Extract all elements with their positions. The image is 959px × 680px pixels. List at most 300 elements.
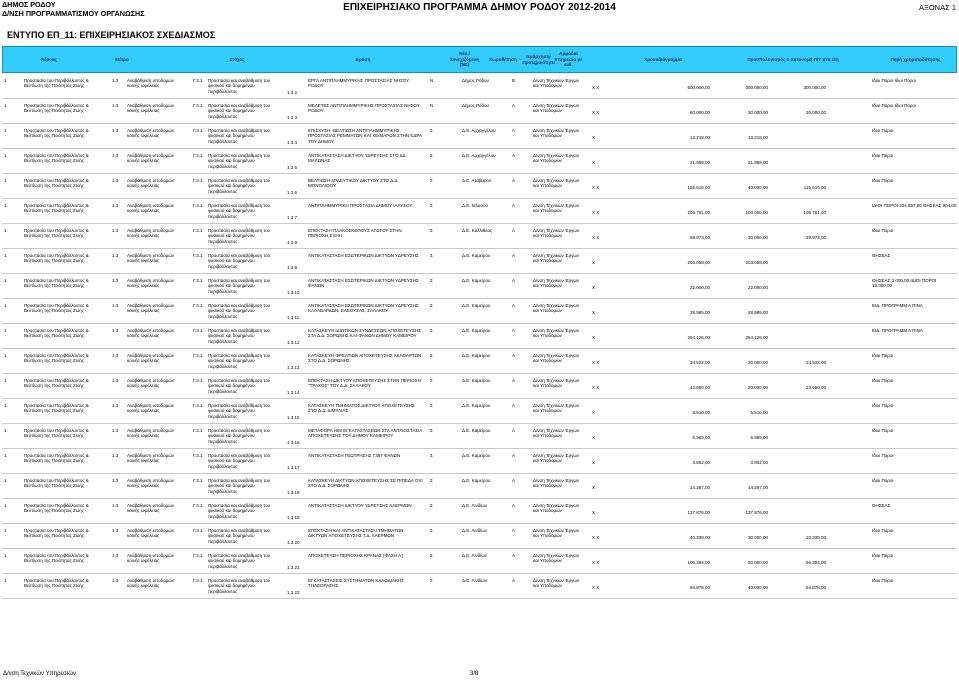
- cell-place: Δ.Ε. Καμείρου: [462, 403, 491, 408]
- cell-marks: Χ: [592, 260, 596, 265]
- cell-source: Ιδιοι Πόροι Ιδιοι Πόροι: [872, 103, 916, 108]
- table-row: [2, 251, 957, 274]
- table-row: [2, 326, 957, 349]
- cell-action: ΑΝΤΙΚΑΤΑΣΤΑΣΗ ΓΕΩΤΡΗΣΗΣ Γ357 ΦΑΝΩΝ: [308, 453, 401, 458]
- cell-action: ΒΕΛΤΙΩΣΗ ΑΡΔΕΥΤΙΚΟΥ ΔΙΚΤΥΟΥ ΣΤΟ Δ.Δ. ΜΟΝΟΛΙΘΟΥ: [308, 178, 399, 189]
- cell-action: ΕΠΙΣΧΥΣΗ -ΒΕΛΤΙΩΣΗ ΑΝΤΙΠΛΗΜΜΥΡΙΚΗΣ ΠΡΟΣΤΑΣΙΑΣ ΡΕΜΜΑΤΩΝ ΚΑΙ ΧΕΙΜΑΡΩΝ ΣΤΗΝ ΕΔΡΑ ΤΟΥ ΔΗΜΟΥ: [308, 128, 422, 144]
- cell-measure: Αναβάθμιση υποδομών κοινής ωφέλειας: [127, 403, 174, 414]
- table-row: [2, 426, 957, 449]
- cell-y1: 13.218,00: [747, 135, 768, 140]
- cell-axis: Προστασία του Περιβάλλοντος & Βελτίωση της Ποιότητας Ζωής: [24, 528, 89, 539]
- cell-marks: Χ: [592, 335, 596, 340]
- table-row: [2, 351, 957, 374]
- col-action: Δράση: [355, 56, 371, 62]
- cell-axis-no: 1: [4, 503, 7, 508]
- cell-source: Ιδιοι Πόροι: [872, 478, 894, 483]
- cell-code: 1.3.14: [287, 390, 300, 395]
- cell-place: Δ.Ε. Ιαλυσού: [462, 203, 488, 208]
- cell-y1: 264.126,00: [745, 335, 768, 340]
- cell-prio: Α: [512, 428, 516, 433]
- cell-service: Δ/νση Τεχνικών Έργων και Υποδομών: [533, 103, 580, 114]
- cell-measure: Αναβάθμιση υποδομών κοινής ωφέλειας: [127, 203, 174, 214]
- col-new-continuing: Νέα / Συνεχιζόμενη (ΝΣ): [449, 51, 480, 68]
- table-row: [2, 301, 957, 324]
- cell-measure-no: 1.3: [112, 478, 119, 483]
- cell-total: 203.058,00: [687, 260, 710, 265]
- cell-marks: Χ: [592, 460, 596, 465]
- cell-marks: Χ: [592, 285, 596, 290]
- cell-marks: Χ: [592, 310, 596, 315]
- cell-source: Ιδιοι Πόροι: [872, 428, 894, 433]
- cell-action: ΕΓΚΑΤΑΣΤΑΣΕΙΣ ΣΥΣΤΗΜΑΤΩΝ ΚΑΛΩΔΙΑΚΗΣ ΤΗΛΕΟΡΑΣΗΣ: [308, 578, 405, 589]
- cell-code: 1.3.7: [287, 215, 298, 220]
- cell-measure: Αναβάθμιση υποδομών κοινής ωφέλειας: [127, 153, 174, 164]
- cell-measure-no: 1.3: [112, 78, 119, 83]
- cell-prio: Α: [512, 328, 516, 333]
- col-budget: Προϋπολογισμός € Κατανομή Π/Υ στα έτη: [747, 56, 839, 62]
- cell-measure-no: 1.3: [112, 278, 119, 283]
- cell-service: Δ/νση Τεχνικών Έργων και Υποδομών: [533, 453, 580, 464]
- cell-total: 22.000,00: [689, 285, 710, 290]
- cell-measure: Αναβάθμιση υποδομών κοινής ωφέλειας: [127, 503, 174, 514]
- cell-y1: 20.000,00: [747, 385, 768, 390]
- table-row: [2, 101, 957, 124]
- cell-axis: Προστασία του Περιβάλλοντος & Βελτίωση της Ποιότητας Ζωής: [24, 128, 89, 139]
- cell-marks: Χ Χ: [592, 385, 600, 390]
- cell-measure-no: 1.3: [112, 328, 119, 333]
- cell-axis-no: 1: [4, 178, 7, 183]
- cell-source: ΕΙΔ. ΠΡΟΓΡΑΜΜ Α ΠΙΝΑ: [872, 328, 923, 333]
- cell-y2: 10.339,00: [805, 535, 826, 540]
- cell-marks: Χ: [592, 485, 596, 490]
- cell-measure-no: 1.3: [112, 528, 119, 533]
- cell-axis: Προστασία του Περιβάλλοντος & Βελτίωση της Ποιότητας Ζωής: [24, 278, 89, 289]
- cell-marks: Χ Χ: [592, 535, 600, 540]
- cell-measure: Αναβάθμιση υποδομών κοινής ωφέλειας: [127, 353, 174, 364]
- cell-code: 1.3.16: [287, 440, 300, 445]
- cell-place: Δήμος Ρόδου: [462, 78, 489, 83]
- cell-total: 43.650,00: [689, 385, 710, 390]
- cell-y2: 115.616,00: [803, 185, 826, 190]
- cell-measure: Αναβάθμιση υποδομών κοινής ωφέλειας: [127, 253, 174, 264]
- cell-axis-no: 1: [4, 153, 7, 158]
- cell-source: Ιδιοι Πόροι: [872, 578, 894, 583]
- cell-source: Ιδιοι Πόροι: [872, 228, 894, 233]
- cell-axis: Προστασία του Περιβάλλοντος & Βελτίωση της Ποιότητας Ζωής: [24, 78, 89, 89]
- cell-ns: Σ: [430, 353, 433, 358]
- axis-label: ΑΞΟΝΑΣ 1: [918, 3, 956, 12]
- cell-y1: 40.000,00: [747, 585, 768, 590]
- cell-measure-no: 1.3: [112, 503, 119, 508]
- cell-y1: 5.510,00: [750, 410, 768, 415]
- cell-axis: Προστασία του Περιβάλλοντος & Βελτίωση της Ποιότητας Ζωής: [24, 303, 89, 314]
- table-row: [2, 526, 957, 549]
- cell-prio: Α: [512, 478, 516, 483]
- cell-place: Δ.Ε. Καμείρου: [462, 253, 491, 258]
- cell-axis-no: 1: [4, 453, 7, 458]
- cell-ns: Σ: [430, 378, 433, 383]
- cell-marks: Χ Χ: [592, 185, 600, 190]
- cell-goal: Προστασία και αναβάθμιση του φυσικού και δομημένου περιβάλλοντος: [208, 528, 271, 544]
- table-row: [2, 551, 957, 574]
- cell-axis: Προστασία του Περιβάλλοντος & Βελτίωση της Ποιότητας Ζωής: [24, 453, 89, 464]
- cell-source: ΘΗΣΕΑΣ 3.000,00 ΙΔΙΟΙ ΠΟΡΟΙ 19.000,00: [872, 278, 937, 289]
- cell-goal: Προστασία και αναβάθμιση του φυσικού και δομημένου περιβάλλοντος: [208, 128, 271, 144]
- cell-source: Ιδιοι Πόροι: [872, 153, 894, 158]
- cell-axis-no: 1: [4, 103, 7, 108]
- cell-y2: 30.000,00: [805, 110, 826, 115]
- cell-ns: Σ: [430, 153, 433, 158]
- cell-axis-no: 1: [4, 553, 7, 558]
- cell-source: Ιδιοι Πόροι: [872, 528, 894, 533]
- col-source: Πηγή χρηματοδότησης: [890, 56, 941, 62]
- cell-ns: Σ: [430, 453, 433, 458]
- cell-prio: Α: [512, 528, 516, 533]
- cell-y1: 137.876,00: [745, 510, 768, 515]
- cell-place: Δ.Ε. Αταβύρου: [462, 178, 492, 183]
- cell-y2: 54.878,00: [805, 585, 826, 590]
- table-row: [2, 201, 957, 224]
- cell-measure-no: 1.3: [112, 403, 119, 408]
- cell-goal-no: Γ.3.1: [193, 503, 203, 508]
- cell-code: 1.3.8: [287, 240, 298, 245]
- cell-goal: Προστασία και αναβάθμιση του φυσικού και δομημένου περιβάλλοντος: [208, 353, 271, 369]
- cell-total: 106.394,00: [687, 560, 710, 565]
- cell-prio: Α: [512, 353, 516, 358]
- col-goal: Στόχος: [229, 56, 245, 62]
- cell-y1: 20.000,00: [747, 360, 768, 365]
- cell-axis: Προστασία του Περιβάλλοντος & Βελτίωση της Ποιότητας Ζωής: [24, 228, 89, 239]
- table-row: [2, 276, 957, 299]
- form-title: ΕΝΤΥΠΟ ΕΠ_11: ΕΠΙΧΕΙΡΗΣΙΑΚΟΣ ΣΧΕΔΙΑΣΜΟΣ: [7, 30, 216, 40]
- cell-service: Δ/νση Τεχνικών Έργων και Υποδομών: [533, 328, 580, 339]
- cell-service: Δ/νση Τεχνικών Έργων και Υποδομών: [533, 178, 580, 189]
- cell-action: ΚΑΤΑΣΚΕΥΗ ΔΙΚΤΥΩΝ ΑΠΟΧΕΤΕΥΣΗΣ ΣΕ ΠΙΠΕΔΑ ΟΧΙ ΣΤΟ Δ.Δ. ΣΟΡΩΝΗΣ: [308, 478, 423, 489]
- cell-action: ΚΑΤΑΣΚΕΥΗ ΤΜΗΜΑΤΟΣ ΔΙΚΤΥΟΥ ΑΠΟΧΕΤΕΥΣΗΣ ΣΤΟ Δ.Δ. ΔΙΜΥΛΙΑΣ: [308, 403, 415, 414]
- cell-measure: Αναβάθμιση υποδομών κοινής ωφέλειας: [127, 228, 174, 239]
- cell-y1: 28.985,00: [747, 310, 768, 315]
- cell-action: ΚΑΤΑΣΚΕΥΗ ΙΔΙΩΤΙΚΩΝ ΣΥΝΔΕΣΕΩΝ ΑΠΟΧΕΤΕΥΣΗΣ ΣΤΑ Δ.Δ. ΣΟΡΩΝΗΣ ΚΑΙ ΦΑΝΩΝ ΔΗΜΟΥ ΚΑΜΕΙΡΟΥ: [308, 328, 421, 339]
- cell-service: Δ/νση Τεχνικών Έργων και Υποδομών: [533, 503, 580, 514]
- cell-measure-no: 1.3: [112, 578, 119, 583]
- cell-goal: Προστασία και αναβάθμιση του φυσικού και δομημένου περιβάλλοντος: [208, 503, 271, 519]
- cell-place: Δ.Ε. Καμείρου: [462, 303, 491, 308]
- cell-action: ΕΠΕΚΤΑΣΗ ΚΑΙ ΑΝΤΙΚΑΤΑΣΤΑΣΗ ΤΜΗΜΑΤΩΝ ΔΙΚΤΥΩΝ ΑΠΟΧΕΤΕΥΣΗΣ Τ.Δ. ΛΑΕΡΜΩΝ: [308, 528, 404, 539]
- cell-service: Δ/νση Τεχνικών Έργων και Υποδομών: [533, 578, 580, 589]
- cell-axis-no: 1: [4, 378, 7, 383]
- cell-ns: Σ: [430, 303, 433, 308]
- cell-ns: Ν: [430, 78, 434, 83]
- cell-y1: 30.000,00: [747, 235, 768, 240]
- cell-y1: 14.287,00: [747, 485, 768, 490]
- cell-action: ΚΑΤΑΣΚΕΥΗ ΦΡΕΑΤΙΩΝ ΑΠΟΧΕΤΕΥΣΗΣ ΑΚΑΘΑΡΤΩΝ ΣΤΟ Δ.Δ. ΣΟΡΩΝΗΣ: [308, 353, 422, 364]
- table-row: [2, 501, 957, 524]
- cell-measure-no: 1.3: [112, 203, 119, 208]
- cell-prio: Α: [512, 453, 516, 458]
- cell-axis: Προστασία του Περιβάλλοντος & Βελτίωση της Ποιότητας Ζωής: [24, 353, 89, 364]
- cell-total: 40.339,00: [689, 535, 710, 540]
- cell-measure: Αναβάθμιση υποδομών κοινής ωφέλειας: [127, 378, 174, 389]
- table-row: [2, 476, 957, 499]
- cell-ns: Σ: [430, 228, 433, 233]
- cell-action: ΕΠΕΚΤΑΣΗ ΔΙΚΤΥΟΥ ΑΠΟΧΕΤΕΥΣΗΣ ΣΤΗΝ ΠΕΡΙΟΧΗ "ΤΡΑΧΟΣ" ΤΟΥ Δ.Δ. ΣΑΛΑΚΟΥ: [308, 378, 421, 389]
- cell-prio: Α: [512, 103, 516, 108]
- cell-total: 6.969,00: [692, 435, 710, 440]
- cell-service: Δ/νση Τεχνικών Έργων και Υποδομών: [533, 278, 580, 289]
- cell-marks: Χ: [592, 510, 596, 515]
- cell-measure: Αναβάθμιση υποδομών κοινής ωφέλειας: [127, 278, 174, 289]
- cell-goal-no: Γ.3.1: [193, 453, 203, 458]
- table-row: [2, 576, 957, 599]
- cell-goal-no: Γ.3.1: [193, 228, 203, 233]
- cell-goal-no: Γ.3.1: [193, 253, 203, 258]
- cell-ns: Σ: [430, 478, 433, 483]
- cell-axis: Προστασία του Περιβάλλοντος & Βελτίωση της Ποιότητας Ζωής: [24, 153, 89, 164]
- cell-code: 1.3.17: [287, 465, 300, 470]
- cell-goal: Προστασία και αναβάθμιση του φυσικού και δομημένου περιβάλλοντος: [208, 303, 271, 319]
- cell-service: Δ/νση Τεχνικών Έργων και Υποδομών: [533, 203, 580, 214]
- cell-source: Ιδιοι Πόροι: [872, 128, 894, 133]
- cell-axis-no: 1: [4, 253, 7, 258]
- cell-ns: Σ: [430, 403, 433, 408]
- cell-measure-no: 1.3: [112, 103, 119, 108]
- cell-place: Δ.Ε. Καμείρου: [462, 378, 491, 383]
- cell-y1: 30.000,00: [747, 110, 768, 115]
- col-axis: Άξονας: [41, 56, 57, 62]
- cell-action: ΑΠΟΧΕΤΕΥΣΗ ΠΕΡΙΟΧΗΣ ΚΡΑΝΑΣ (ΦΑΣΗ Α'): [308, 553, 404, 558]
- cell-goal: Προστασία και αναβάθμιση του φυσικού και δομημένου περιβάλλοντος: [208, 253, 271, 269]
- cell-place: Δ.Ε. Καλλιθέας: [462, 228, 493, 233]
- cell-goal-no: Γ.3.1: [193, 353, 203, 358]
- cell-measure-no: 1.3: [112, 453, 119, 458]
- cell-source: Ιδιοι Πόροι: [872, 378, 894, 383]
- cell-marks: Χ: [592, 135, 596, 140]
- cell-y2: 56.394,00: [805, 560, 826, 565]
- cell-marks: Χ: [592, 435, 596, 440]
- cell-goal: Προστασία και αναβάθμιση του φυσικού και δομημένου περιβάλλοντος: [208, 378, 271, 394]
- cell-axis-no: 1: [4, 353, 7, 358]
- cell-y1: 22.000,00: [747, 285, 768, 290]
- cell-service: Δ/νση Τεχνικών Έργων και Υποδομών: [533, 553, 580, 564]
- cell-y1: 300.000,00: [745, 85, 768, 90]
- cell-total: 137.876,00: [687, 510, 710, 515]
- cell-service: Δ/νση Τεχνικών Έργων και Υποδομών: [533, 403, 580, 414]
- col-schedule: Χρονοδιάγραμμα: [644, 56, 682, 62]
- cell-goal: Προστασία και αναβάθμιση του φυσικού και δομημένου περιβάλλοντος: [208, 403, 271, 419]
- cell-goal: Προστασία και αναβάθμιση του φυσικού και δομημένου περιβάλλοντος: [208, 453, 271, 469]
- cell-y2: 14.522,00: [805, 360, 826, 365]
- cell-y1: 50.000,00: [747, 560, 768, 565]
- cell-marks: Χ Χ: [592, 560, 600, 565]
- cell-ns: Σ: [430, 578, 433, 583]
- cell-service: Δ/νση Τεχνικών Έργων και Υποδομών: [533, 253, 580, 264]
- cell-ns: Σ: [430, 528, 433, 533]
- cell-goal-no: Γ.3.1: [193, 478, 203, 483]
- cell-code: 1.3.10: [287, 290, 300, 295]
- cell-measure-no: 1.3: [112, 378, 119, 383]
- table-row: [2, 76, 957, 99]
- cell-code: 1.3.22: [287, 590, 300, 595]
- cell-marks: Χ: [592, 160, 596, 165]
- cell-axis: Προστασία του Περιβάλλοντος & Βελτίωση της Ποιότητας Ζωής: [24, 178, 89, 189]
- cell-goal: Προστασία και αναβάθμιση του φυσικού και δομημένου περιβάλλοντος: [208, 103, 271, 119]
- cell-prio: Α: [512, 403, 516, 408]
- cell-axis-no: 1: [4, 403, 7, 408]
- page-header: [0, 0, 959, 28]
- cell-marks: Χ Χ: [592, 235, 600, 240]
- cell-service: Δ/νση Τεχνικών Έργων και Υποδομών: [533, 228, 580, 239]
- cell-prio: Β: [512, 78, 516, 83]
- cell-measure: Αναβάθμιση υποδομών κοινής ωφέλειας: [127, 178, 174, 189]
- cell-ns: Σ: [430, 178, 433, 183]
- cell-marks: Χ: [592, 410, 596, 415]
- cell-y1: 3.802,00: [750, 460, 768, 465]
- cell-y1: 6.969,00: [750, 435, 768, 440]
- cell-axis-no: 1: [4, 578, 7, 583]
- cell-goal: Προστασία και αναβάθμιση του φυσικού και δομημένου περιβάλλοντος: [208, 153, 271, 169]
- cell-goal: Προστασία και αναβάθμιση του φυσικού και δομημένου περιβάλλοντος: [208, 228, 271, 244]
- cell-axis: Προστασία του Περιβάλλοντος & Βελτίωση της Ποιότητας Ζωής: [24, 553, 89, 564]
- cell-goal: Προστασία και αναβάθμιση του φυσικού και δομημένου περιβάλλοντος: [208, 178, 271, 194]
- cell-source: ΙΔΙΟΙ ΠΟΡΟΙ 204.857,00 ΘΗΣΕΑΣ 904,00: [872, 203, 957, 208]
- cell-y1: 40.000,00: [747, 185, 768, 190]
- cell-code: 1.3.2: [287, 90, 298, 95]
- cell-goal-no: Γ.3.1: [193, 278, 203, 283]
- cell-service: Δ/νση Τεχνικών Έργων και Υποδομών: [533, 128, 580, 139]
- cell-goal: Προστασία και αναβάθμιση του φυσικού και δομημένου περιβάλλοντος: [208, 578, 271, 594]
- cell-source: Ιδιοι Πόροι: [872, 403, 894, 408]
- cell-axis: Προστασία του Περιβάλλοντος & Βελτίωση της Ποιότητας Ζωής: [24, 503, 89, 514]
- cell-goal-no: Γ.3.1: [193, 328, 203, 333]
- cell-code: 1.3.3: [287, 115, 298, 120]
- cell-measure: Αναβάθμιση υποδομών κοινής ωφέλειας: [127, 553, 174, 564]
- cell-source: ΘΗΣΕΑΣ: [872, 253, 891, 258]
- cell-measure-no: 1.3: [112, 228, 119, 233]
- cell-y1: 203.058,00: [745, 260, 768, 265]
- cell-prio: Α: [512, 378, 516, 383]
- cell-y1: 30.000,00: [747, 535, 768, 540]
- cell-source: Ιδιοι Πόροι: [872, 553, 894, 558]
- cell-total: 13.218,00: [689, 135, 710, 140]
- cell-y2: 23.650,00: [805, 385, 826, 390]
- cell-total: 34.522,00: [689, 360, 710, 365]
- cell-axis: Προστασία του Περιβάλλοντος & Βελτίωση της Ποιότητας Ζωής: [24, 253, 89, 264]
- page-number: 3/8: [470, 671, 479, 677]
- cell-measure: Αναβάθμιση υποδομών κοινής ωφέλειας: [127, 428, 174, 439]
- cell-total: 264.126,00: [687, 335, 710, 340]
- cell-axis-no: 1: [4, 328, 7, 333]
- cell-marks: Χ Χ: [592, 85, 600, 90]
- cell-total: 5.510,00: [692, 410, 710, 415]
- cell-total: 21.959,00: [689, 160, 710, 165]
- cell-goal-no: Γ.3.1: [193, 428, 203, 433]
- cell-y2: 105.761,00: [803, 210, 826, 215]
- cell-measure: Αναβάθμιση υποδομών κοινής ωφέλειας: [127, 478, 174, 489]
- table-row: [2, 376, 957, 399]
- cell-total: 155.616,00: [687, 185, 710, 190]
- table-header: [2, 46, 957, 73]
- cell-ns: Σ: [430, 328, 433, 333]
- col-service: Αρμόδια Υπηρεσία με ευθ.: [554, 51, 583, 68]
- cell-marks: Χ Χ: [592, 585, 600, 590]
- cell-action: ΕΡΓΑ ΑΝΤΙΠΛΗΜΜΥΡΙΚΗΣ ΠΡΟΣΤΑΣΙΑΣ ΝΗΣΟΥ ΡΟΔΟΥ: [308, 78, 410, 89]
- cell-code: 1.3.13: [287, 365, 300, 370]
- cell-marks: Χ Χ: [592, 210, 600, 215]
- cell-code: 1.3.21: [287, 565, 300, 570]
- cell-source: Ιδιοι Πόροι: [872, 453, 894, 458]
- cell-axis: Προστασία του Περιβάλλοντος & Βελτίωση της Ποιότητας Ζωής: [24, 403, 89, 414]
- cell-axis-no: 1: [4, 78, 7, 83]
- cell-code: 1.3.5: [287, 165, 298, 170]
- cell-axis: Προστασία του Περιβάλλοντος & Βελτίωση της Ποιότητας Ζωής: [24, 478, 89, 489]
- cell-place: Δ.Ε. Αρχαγγέλου: [462, 153, 496, 158]
- cell-y1: 100.000,00: [745, 210, 768, 215]
- cell-service: Δ/νση Τεχνικών Έργων και Υποδομών: [533, 353, 580, 364]
- cell-axis: Προστασία του Περιβάλλοντος & Βελτίωση της Ποιότητας Ζωής: [24, 578, 89, 589]
- cell-total: 14.287,00: [689, 485, 710, 490]
- cell-place: Δήμος Ρόδου: [462, 103, 489, 108]
- cell-goal: Προστασία και αναβάθμιση του φυσικού και δομημένου περιβάλλοντος: [208, 278, 271, 294]
- cell-measure-no: 1.3: [112, 178, 119, 183]
- cell-ns: Σ: [430, 278, 433, 283]
- cell-y2: 300.000,00: [803, 85, 826, 90]
- col-measure: Μέτρο: [115, 56, 129, 62]
- cell-goal-no: Γ.3.1: [193, 178, 203, 183]
- cell-goal-no: Γ.3.1: [193, 203, 203, 208]
- cell-prio: Α: [512, 128, 516, 133]
- cell-axis-no: 1: [4, 278, 7, 283]
- cell-total: 205.761,00: [687, 210, 710, 215]
- cell-place: Δ.Ε. Καμείρου: [462, 428, 491, 433]
- cell-source: ΕΙΔ. ΠΡΟΓΡΑΜΜ Α ΠΙΝΑ: [872, 303, 923, 308]
- cell-axis-no: 1: [4, 528, 7, 533]
- cell-service: Δ/νση Τεχνικών Έργων και Υποδομών: [533, 378, 580, 389]
- cell-source: Ιδιοι Πόροι: [872, 353, 894, 358]
- cell-prio: Α: [512, 228, 516, 233]
- cell-place: Δ.Ε. Καμείρου: [462, 453, 491, 458]
- cell-ns: Σ: [430, 253, 433, 258]
- cell-axis-no: 1: [4, 303, 7, 308]
- cell-action: ΜΕΛΕΤΕΣ ΑΝΤΙΠΛΗΜΜΥΡΙΚΗΣ ΠΡΟΣΤΑΣΙΑΣ ΝΗΣΟΥ ΡΟΔΟΥ: [308, 103, 420, 114]
- cell-goal-no: Γ.3.1: [193, 303, 203, 308]
- org-line-1: ΔΗΜΟΣ ΡΟΔΟΥ: [2, 0, 56, 9]
- col-priority: Ιεράρχηση/ Προτεραιότητα: [522, 54, 555, 65]
- cell-code: 1.3.19: [287, 515, 300, 520]
- cell-action: ΑΝΤΙΚΑΤΑΣΤΑΣΗ ΕΣΩΤΕΡΙΚΩΝ ΔΙΚΤΥΩΝ ΥΔΡΕΥΣΗΣ ΚΑΛΑΒΑΡΔΩΝ, ΕΛΕΟΥΣΑΣ, ΣΑΛΑΚΟΥ: [308, 303, 419, 314]
- cell-goal-no: Γ.3.1: [193, 128, 203, 133]
- cell-goal-no: Γ.3.1: [193, 578, 203, 583]
- cell-axis-no: 1: [4, 428, 7, 433]
- cell-service: Δ/νση Τεχνικών Έργων και Υποδομών: [533, 528, 580, 539]
- cell-total: 60.000,00: [689, 110, 710, 115]
- cell-goal-no: Γ.3.1: [193, 553, 203, 558]
- cell-place: Δ.Ε. Λινδίων: [462, 503, 488, 508]
- cell-y1: 21.959,00: [747, 160, 768, 165]
- cell-place: Δ.Ε. Καμείρου: [462, 478, 491, 483]
- cell-measure: Αναβάθμιση υποδομών κοινής ωφέλειας: [127, 128, 174, 139]
- cell-place: Δ.Ε. Λινδίων: [462, 553, 488, 558]
- cell-prio: Α: [512, 553, 516, 558]
- cell-ns: Σ: [430, 503, 433, 508]
- cell-action: ΑΝΤΙΚΑΤΑΣΤΑΣΗ ΕΣΩΤΕΡΙΚΩΝ ΔΙΚΤΥΩΝ ΥΔΡΕΥΣΗΣ ΦΑΝΩΝ: [308, 278, 419, 289]
- cell-goal: Προστασία και αναβάθμιση του φυσικού και δομημένου περιβάλλοντος: [208, 428, 271, 444]
- cell-total: 59.973,00: [689, 235, 710, 240]
- cell-service: Δ/νση Τεχνικών Έργων και Υποδομών: [533, 478, 580, 489]
- cell-measure-no: 1.3: [112, 153, 119, 158]
- cell-action: ΕΠΕΚΤΑΣΗ ΠΛΑΚΟΣΚΕΠΟΥΣ ΑΓΩΓΟΥ ΣΤΗΝ ΠΕΡΙΟΧΗ ΕΞΗΗ: [308, 228, 402, 239]
- cell-source: Ιδιοι Πόροι: [872, 178, 894, 183]
- cell-action: ΑΝΤΙΠΛΗΜΜΥΡΙΚΗ ΠΡΟΣΤΑΣΙΑ ΔΗΜΟΥ ΙΑΛΥΣΟΥ: [308, 203, 413, 208]
